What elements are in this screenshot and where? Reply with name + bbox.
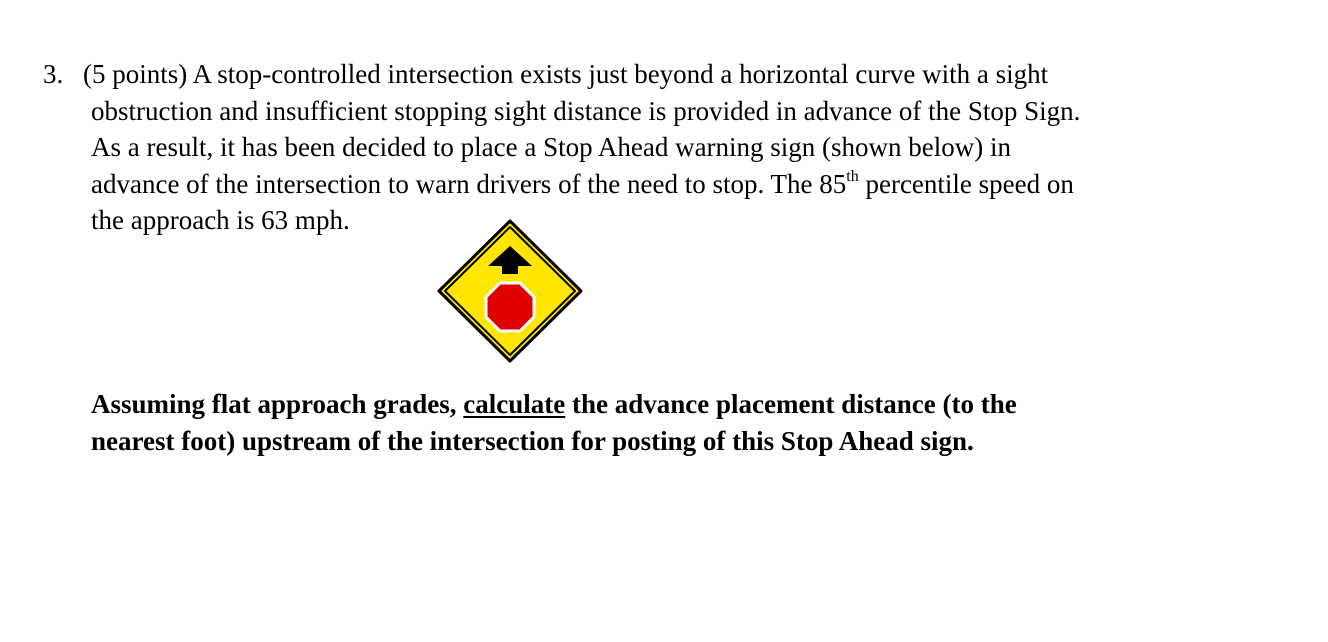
stop-ahead-sign-icon <box>436 218 584 364</box>
ordinal-suffix: th <box>846 167 859 185</box>
question-line-4 <box>43 166 1283 203</box>
question-line-5: the approach is 63 mph. <box>91 205 350 235</box>
question-number: 3. <box>43 59 64 89</box>
question-text-4a: advance of the intersection to warn drivers of the need to stop. The 85 <box>91 168 847 199</box>
task-line-1 <box>91 386 1291 423</box>
question-line-1 <box>43 56 1283 93</box>
task-block <box>91 386 1291 459</box>
task-emphasis: calculate <box>463 389 566 419</box>
question-line-2: obstruction and insufficient stopping sight distance is provided in advance of the Stop Sign. <box>91 95 1081 126</box>
task-line-2: nearest foot) upstream of the intersection for posting of this Stop Ahead sign. <box>91 425 974 456</box>
stop-octagon-icon <box>486 283 534 331</box>
question-text-4b: percentile speed on <box>858 168 1074 199</box>
task-text-1b: the advance placement distance (to the <box>565 389 1017 419</box>
task-text-1a: Assuming flat approach grades, <box>91 389 464 419</box>
question-block <box>43 56 1283 239</box>
question-text-1: (5 points) A stop-controlled intersection exists just beyond a horizontal curve with a sight <box>83 59 1049 89</box>
question-line-3: As a result, it has been decided to place a Stop Ahead warning sign (shown below) in <box>91 132 1012 162</box>
